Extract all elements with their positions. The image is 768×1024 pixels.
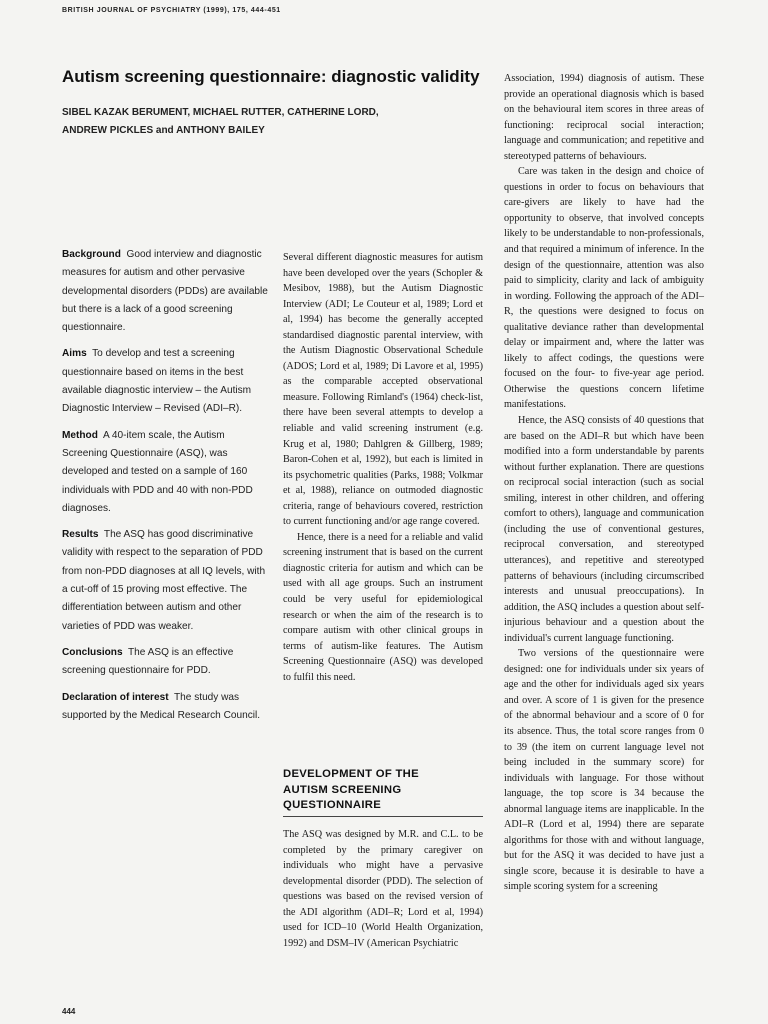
- abstract-background: [62, 246, 268, 337]
- abstract-text: A 40-item scale, the Autism Screening Questionnaire (ASQ), was developed and tested on a sample of 160 individuals with PDD and 40 with non-PDD diagnoses.: [62, 429, 253, 514]
- abstract-text: The study was supported by the Medical Research Council.: [62, 691, 261, 721]
- body-paragraph: Two versions of the questionnaire were designed: one for individuals under six years of age and the other for individuals aged six years and over. A score of 1 is given for the presence of the abnormal behaviour and a score of 0 for its absence. Thus, the total score ranges from 0 to 39 (the item on current language level not being included in the summary score) for individuals with language. For those without language, the top score is 34 because the abnormal language items are inapplicable. In the ADI–R (Lord et al, 1994) there are separate algorithms for those with and without language, but for the ASQ it was decided to have just a single score, because it is desirable to have a simple scoring system for a screening: [504, 648, 704, 893]
- abstract-label: Conclusions: [62, 646, 123, 658]
- body-paragraph: Association, 1994) diagnosis of autism. These provide an operational diagnosis which is based on the behavioural item scores in three areas of functioning: reciprocal social interaction; language and communication; and repetitive and stereotyped patterns of behaviours.: [504, 73, 704, 162]
- body-paragraph: Hence, there is a need for a reliable and valid screening instrument that is based on the current diagnostic criteria for autism and which can be used with all age groups. Such an instrument could be very useful for epidemiological research or when the aim of the research is to compare autism with other clinical groups in terms of autism-like features. The Autism Screening Questionnaire (ASQ) was developed to fulfil this need.: [283, 531, 483, 683]
- abstract-label: Method: [62, 429, 98, 441]
- section-heading-line: DEVELOPMENT OF THE: [283, 768, 419, 780]
- body-column-middle-section: [283, 827, 483, 951]
- author-list: [62, 104, 462, 140]
- body-column-right: [504, 71, 704, 895]
- body-paragraph: Care was taken in the design and choice of questions in order to focus on behaviours that care-givers are likely to have had the opportunity to observe, that involved concepts likely to be understandable to non-professionals, and that required a minimum of inference. In the design of the questionnaire, attention was also paid to simplicity, clarity and lack of ambiguity in wording. Following the approach of the ADI–R, the questions were designed to focus on qualitative deviance rather than developmental delay or impairment and, where the latter was likely to affect codings, the questions were focused on the four- to five-year age period. Otherwise the questions concern lifetime manifestations.: [504, 166, 704, 411]
- body-paragraph: The ASQ was designed by M.R. and C.L. to be completed by the primary caregiver on individuals who might have a pervasive developmental disorder (PDD). The selection of questions was based on the revised version of the ADI algorithm (ADI–R; Lord et al, 1994) used for ICD–10 (World Health Organization, 1992) and DSM–IV (American Psychiatric: [283, 829, 483, 949]
- abstract: [62, 246, 268, 733]
- abstract-label: Background: [62, 249, 121, 260]
- abstract-declaration: [62, 689, 268, 726]
- abstract-conclusions: [62, 644, 268, 681]
- abstract-text: Good interview and diagnostic measures for autism and other pervasive developmental disorders (PDDs) are available but there is a lack of a good screening questionnaire.: [62, 249, 268, 334]
- section-heading-line: QUESTIONNAIRE: [283, 799, 382, 811]
- section-heading-line: AUTISM SCREENING: [283, 783, 402, 796]
- abstract-aims: [62, 345, 268, 418]
- abstract-text: The ASQ has good discriminative validity with respect to the separation of PDD from non-PDD diagnoses at all IQ levels, with a cut-off of 15 proving most effective. The differentiation between autism and other varieties of PDD was weaker.: [62, 529, 266, 632]
- abstract-results: [62, 526, 268, 636]
- abstract-text: The ASQ is an effective screening questionnaire for PDD.: [62, 646, 234, 677]
- body-paragraph: Hence, the ASQ consists of 40 questions that are based on the ADI–R but which have been modified into a form understandable by parents without further explanation. There are questions on reciprocal social interaction (such as social smiling, interest in other children, and offering comfort to others), language and communication (including the use of conventional gestures, reciprocal conversation, and stereotyped utterances), and repetitive and stereotyped patterns of behaviours (including circumscribed interests and unusual preoccupations). In addition, the ASQ includes a question about self-injurious behaviour and a question about the individual's current language functioning.: [504, 415, 704, 644]
- abstract-method: [62, 427, 268, 518]
- section-heading: [283, 767, 483, 817]
- body-paragraph: Several different diagnostic measures for autism have been developed over the years (Schopler & Mesibov, 1988), but the Autism Diagnostic Interview (ADI; Le Couteur et al, 1989; Lord et al, 1994) has become the generally accepted standardised diagnostic parental interview, with the Autism Diagnostic Observational Schedule (ADOS; Lord et al, 1989; Di Lavore et al, 1995) as the comparable accepted observational measure. Following Rimland's (1964) check-list, there have been several attempts to develop a reliable and valid screening instrument (e.g. Krug et al, 1980; Dahlgren & Gillberg, 1989; Baron-Cohen et al, 1992), but each is limited in its psychometric qualities (Parks, 1988; Volkmar et al, 1988), reliance on outmoded diagnostic criteria, range of behaviours covered, restriction to current functioning and/or age range covered.: [283, 252, 483, 528]
- author-line: SIBEL KAZAK BERUMENT, MICHAEL RUTTER, CATHERINE LORD,: [62, 107, 379, 118]
- page-number: 444: [62, 1007, 76, 1016]
- abstract-label: Results: [62, 529, 99, 541]
- abstract-label: Aims: [62, 348, 87, 360]
- article-title: Autism screening questionnaire: diagnostic validity: [62, 67, 480, 86]
- author-line: ANDREW PICKLES and ANTHONY BAILEY: [62, 125, 265, 136]
- body-column-middle: [283, 250, 483, 685]
- abstract-label: Declaration of interest: [62, 691, 169, 703]
- abstract-text: To develop and test a screening questionnaire based on items in the best available diagnostic interview – the Autism Diagnostic Interview – Revised (ADI–R).: [62, 348, 252, 415]
- running-head: BRITISH JOURNAL OF PSYCHIATRY (1999), 175, 444-451: [62, 7, 281, 14]
